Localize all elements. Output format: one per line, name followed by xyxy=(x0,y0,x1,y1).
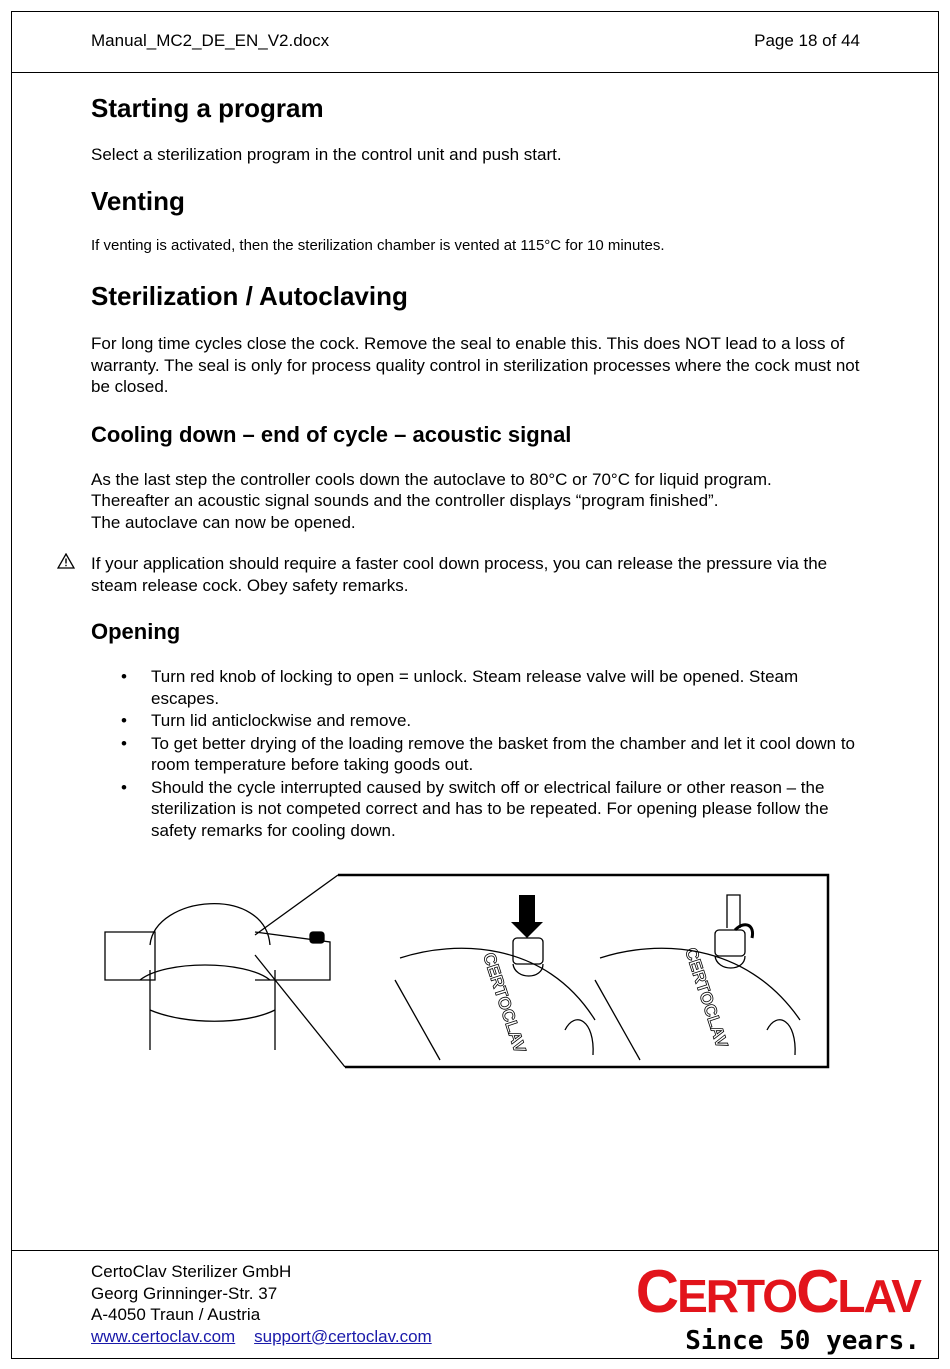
autoclave-opening-illustration xyxy=(95,870,840,1075)
autoclave-lid-outline xyxy=(150,904,270,945)
locking-knob-icon xyxy=(310,932,324,943)
document-filename: Manual_MC2_DE_EN_V2.docx xyxy=(91,31,330,50)
cooling-line-1: As the last step the controller cools down the autoclave to 80°C or 70°C for liquid program. xyxy=(91,469,772,489)
lid-brand-left: CERTOCLAV xyxy=(479,950,530,1056)
list-item: • Turn lid anticlockwise and remove. xyxy=(91,710,866,732)
page-content xyxy=(91,90,866,842)
list-item: • To get better drying of the loading remove the basket from the chamber and let it cool down to room temperature before taking goods out. xyxy=(91,733,866,776)
heading-cooling: Cooling down – end of cycle – acoustic signal xyxy=(91,421,572,447)
starting-text: Select a sterilization program in the control unit and push start. xyxy=(91,145,562,164)
footer-divider xyxy=(11,1250,939,1251)
list-item: • Turn red knob of locking to open = unlock. Steam release valve will be opened. Steam escapes. xyxy=(91,666,866,709)
zoom-callout-frame xyxy=(338,875,828,1067)
lid-brand-right: CERTOCLAV xyxy=(681,945,732,1051)
warning-triangle-icon xyxy=(57,553,75,574)
cooling-line-2: Thereafter an acoustic signal sounds and the controller displays “program finished”. xyxy=(91,491,719,510)
logo-tagline: Since 50 years. xyxy=(685,1326,920,1356)
website-link[interactable]: www.certoclav.com xyxy=(91,1326,236,1346)
footer-links xyxy=(91,1326,432,1348)
sterilization-text: For long time cycles close the cock. Remove the seal to enable this. This does NOT lead to a loss of warranty. The seal is only for process quality control in sterilization processes where the cock must not be closed. xyxy=(91,334,860,396)
email-link[interactable]: support@certoclav.com xyxy=(254,1326,432,1346)
cooling-line-3: The autoclave can now be opened. xyxy=(91,512,356,532)
heading-starting: Starting a program xyxy=(91,93,324,123)
venting-text: If venting is activated, then the sterilization chamber is vented at 115°C for 10 minutes. xyxy=(91,236,665,254)
company-name: CertoClav Sterilizer GmbH xyxy=(91,1262,292,1281)
heading-venting: Venting xyxy=(91,185,185,216)
certoclav-logo xyxy=(635,1258,920,1356)
heading-sterilization: Sterilization / Autoclaving xyxy=(91,281,408,311)
city-address: A-4050 Traun / Austria xyxy=(91,1305,261,1324)
logo-wordmark: CERTOCLAV xyxy=(635,1258,920,1325)
footer-address xyxy=(91,1261,432,1347)
page-number: Page 18 of 44 xyxy=(754,31,860,50)
street-address: Georg Grinninger-Str. 37 xyxy=(91,1283,278,1303)
arrow-up-icon xyxy=(727,895,740,928)
cooling-warning xyxy=(91,553,866,596)
heading-opening: Opening xyxy=(91,619,181,644)
header-divider xyxy=(11,72,939,73)
arrow-down-icon xyxy=(511,895,543,938)
opening-list xyxy=(91,666,866,841)
warning-text: If your application should require a faster cool down process, you can release the pressure via the steam release cock. Obey safety remarks. xyxy=(91,554,828,595)
list-item: • Should the cycle interrupted caused by switch off or electrical failure or other reason – the sterilization is not competed correct and has to be repeated. For opening please follow the safety remarks for cooling down. xyxy=(91,777,866,842)
